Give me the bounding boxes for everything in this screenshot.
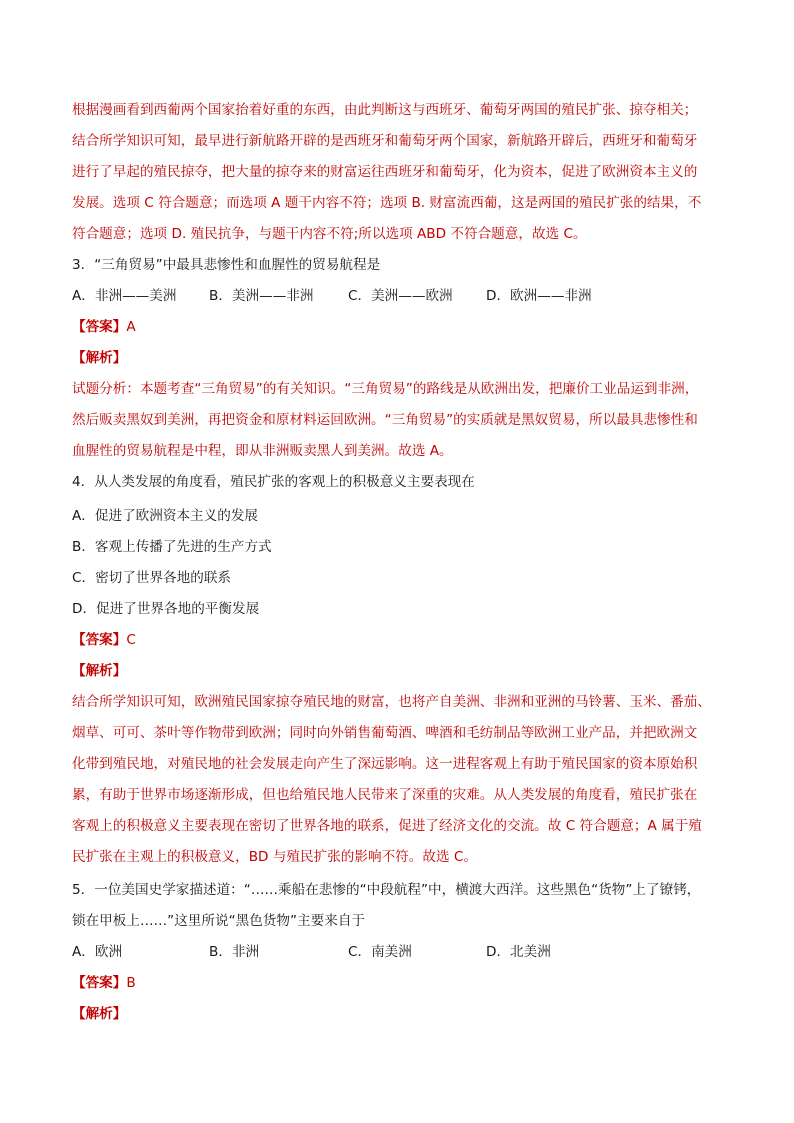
analysis-label: 【解析】 bbox=[72, 663, 127, 679]
q4-analysis-line-6: 民扩张在主观上的积极意义，BD 与殖民扩张的影响不符。故选 C。 bbox=[72, 849, 477, 865]
q4-question: 4．从人类发展的角度看，殖民扩张的客观上的积极意义主要表现在 bbox=[72, 474, 475, 490]
q4-analysis-line-3: 化带到殖民地，对殖民地的社会发展走向产生了深远影响。这一进程客观上有助于殖民国家的资本原始积 bbox=[72, 756, 698, 772]
q2-analysis-line-3: 进行了早起的殖民掠夺，把大量的掠夺来的财富运往西班牙和葡萄牙，化为资本，促进了欧洲资本主义的 bbox=[72, 164, 698, 180]
q3-options bbox=[72, 284, 732, 308]
q4-option-c: C．密切了世界各地的联系 bbox=[72, 570, 232, 586]
q4-analysis-line-4: 累，有助于世界市场逐渐形成，但也给殖民地人民带来了深重的灾难。从人类发展的角度看，殖民扩张在 bbox=[72, 787, 698, 803]
q3-option-b: B．美洲——非洲 bbox=[209, 288, 314, 304]
q5-question-line-1: 5．一位美国史学家描述道：“……乘船在悲惨的“中段航程”中，横渡大西洋。这些黑色“货物”上了镣铐， bbox=[72, 882, 701, 898]
q3-analysis-line-3: 血腥性的贸易航程是中程，即从非洲贩卖黑人到美洲。故选 A。 bbox=[72, 443, 453, 459]
answer-value: A bbox=[126, 319, 136, 335]
q3-option-c: C．美洲——欧洲 bbox=[348, 288, 453, 304]
q4-analysis-line-1: 结合所学知识可知，欧洲殖民国家掠夺殖民地的财富，也将产自美洲、非洲和亚洲的马铃薯、玉米、番茄、 bbox=[72, 694, 711, 710]
q5-option-a: A．欧洲 bbox=[72, 944, 123, 960]
q3-option-a: A．非洲——美洲 bbox=[72, 288, 177, 304]
analysis-label: 【解析】 bbox=[72, 350, 127, 366]
q5-option-d: D．北美洲 bbox=[486, 944, 551, 960]
q4-answer bbox=[72, 628, 732, 652]
q2-analysis-line-2: 结合所学知识可知，最早进行新航路开辟的是西班牙和葡萄牙两个国家，新航路开辟后，西班牙和葡萄牙 bbox=[72, 133, 698, 149]
answer-value: C bbox=[126, 632, 136, 648]
q3-analysis-line-2: 然后贩卖黑奴到美洲，再把资金和原材料运回欧洲。“三角贸易”的实质就是黑奴贸易，所以最具悲惨性和 bbox=[72, 412, 698, 428]
q3-analysis-heading bbox=[72, 346, 732, 370]
q4-analysis-line-2: 烟草、可可、茶叶等作物带到欧洲；同时向外销售葡萄酒、啤酒和毛纺制品等欧洲工业产品，并把欧洲文 bbox=[72, 725, 698, 741]
q5-options bbox=[72, 940, 732, 964]
q5-analysis-heading bbox=[72, 1002, 732, 1026]
answer-label: 【答案】 bbox=[72, 319, 127, 335]
answer-value: B bbox=[126, 975, 136, 991]
q4-option-a: A．促进了欧洲资本主义的发展 bbox=[72, 508, 259, 524]
analysis-label: 【解析】 bbox=[72, 1006, 127, 1022]
q2-analysis-line-4: 发展。选项 C 符合题意；而选项 A 题干内容不符；选项 B. 财富流西葡，这是两国的殖民扩张的结果，不 bbox=[72, 195, 702, 211]
q2-analysis-line-5: 符合题意；选项 D. 殖民抗争，与题干内容不符;所以选项 ABD 不符合题意，故选 C。 bbox=[72, 226, 587, 242]
q3-option-d: D．欧洲——非洲 bbox=[486, 288, 592, 304]
q4-analysis-line-5: 客观上的积极意义主要表现在密切了世界各地的联系，促进了经济文化的交流。故 C 符合题意；A 属于殖 bbox=[72, 818, 702, 834]
q2-analysis-line-1: 根据漫画看到西葡两个国家抬着好重的东西，由此判断这与西班牙、葡萄牙两国的殖民扩张、掠夺相关； bbox=[72, 102, 698, 118]
q4-option-d: D．促进了世界各地的平衡发展 bbox=[72, 601, 260, 617]
q5-option-b: B．非洲 bbox=[209, 944, 260, 960]
answer-label: 【答案】 bbox=[72, 975, 127, 991]
q5-answer bbox=[72, 971, 732, 995]
q4-option-b: B．客观上传播了先进的生产方式 bbox=[72, 539, 272, 555]
q3-analysis-line-1: 试题分析：本题考查“三角贸易”的有关知识。“三角贸易”的路线是从欧洲出发，把廉价工业品运到非洲， bbox=[72, 381, 699, 397]
answer-label: 【答案】 bbox=[72, 632, 127, 648]
q5-question-line-2: 锁在甲板上……”这里所说“黑色货物”主要来自于 bbox=[72, 913, 366, 929]
q3-question: 3．“三角贸易”中最具悲惨性和血腥性的贸易航程是 bbox=[72, 257, 381, 273]
q4-analysis-heading bbox=[72, 659, 732, 683]
q3-answer bbox=[72, 315, 732, 339]
q5-option-c: C．南美洲 bbox=[348, 944, 412, 960]
